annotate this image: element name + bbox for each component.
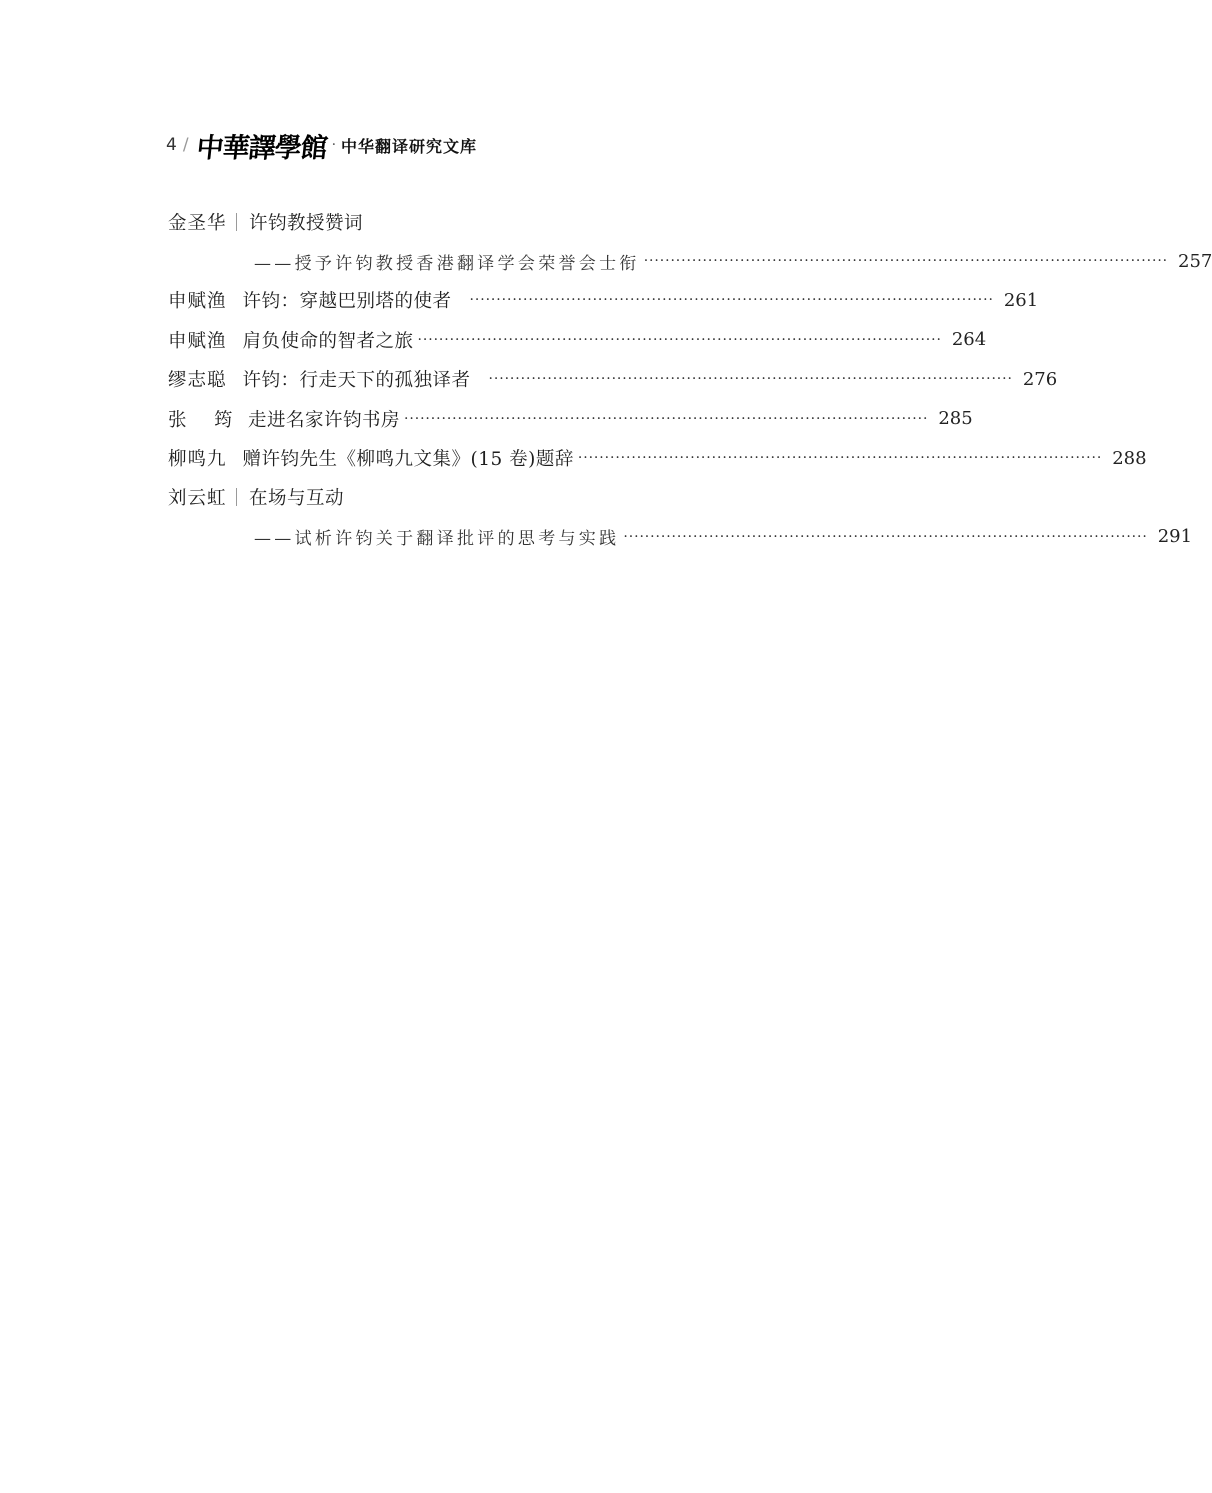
dot-leader: ··································································································	[577, 450, 1103, 467]
author-divider	[236, 213, 237, 231]
toc-entry	[168, 438, 1147, 477]
page-number: 4	[166, 135, 177, 155]
toc-entry	[168, 399, 973, 438]
toc-title: 许钧：行走天下的孤独译者	[242, 370, 471, 392]
toc-entry	[168, 281, 1039, 320]
toc-title: 赠许钧先生《柳鸣九文集》(15 卷)题辞	[242, 449, 574, 471]
toc-page-number: 285	[938, 408, 973, 430]
toc-title: 在场与互动	[249, 488, 345, 510]
toc-author: 缪志聪	[168, 370, 227, 392]
toc-subtitle-line	[168, 241, 1212, 280]
author-divider	[236, 488, 237, 506]
toc-entry	[168, 478, 854, 517]
toc-page-number: 291	[1157, 526, 1193, 548]
toc-page-number: 276	[1022, 368, 1058, 390]
toc-page-number: 261	[1003, 289, 1039, 311]
toc-entry	[168, 320, 987, 359]
running-header	[166, 127, 477, 163]
series-logo: 中華譯學館	[194, 132, 328, 164]
dot-leader: ··································································································	[488, 371, 1013, 388]
header-slash: /	[182, 135, 189, 155]
toc-title: 许钧教授赞词	[249, 212, 364, 234]
toc-subtitle: ——试析许钧关于翻译批评的思考与实践	[254, 529, 620, 550]
toc-title: 走进名家许钧书房	[248, 409, 401, 431]
toc-author	[168, 406, 232, 432]
toc-author: 柳鸣九	[168, 449, 227, 471]
toc-title: 许钧：穿越巴别塔的使者	[242, 291, 452, 313]
toc-author: 申赋渔	[168, 291, 227, 313]
toc-page-number: 288	[1112, 447, 1147, 469]
dot-leader: ··································································································	[417, 331, 942, 348]
table-of-contents	[168, 202, 1212, 557]
toc-author-first: 张	[168, 409, 187, 431]
toc-subtitle: ——授予许钧教授香港翻译学会荣誉会士衔	[254, 253, 640, 274]
dot-leader: ··································································································	[404, 410, 929, 427]
toc-title: 肩负使命的智者之旅	[242, 330, 414, 352]
dot-leader: ··································································································	[643, 253, 1169, 270]
toc-page-number: 257	[1178, 250, 1212, 272]
dot-leader: ··································································································	[623, 528, 1148, 545]
dot-leader: ··································································································	[469, 292, 994, 309]
header-separator-dot: ·	[331, 137, 337, 153]
series-title: 中华翻译研究文库	[341, 136, 478, 156]
toc-author: 申赋渔	[168, 330, 227, 352]
toc-subtitle-line	[168, 517, 1193, 556]
toc-entry	[168, 202, 854, 241]
toc-author: 金圣华	[168, 212, 227, 234]
toc-entry	[168, 360, 1058, 399]
toc-page-number: 264	[951, 329, 987, 351]
toc-author-last: 筠	[214, 409, 233, 431]
toc-author: 刘云虹	[168, 488, 227, 510]
